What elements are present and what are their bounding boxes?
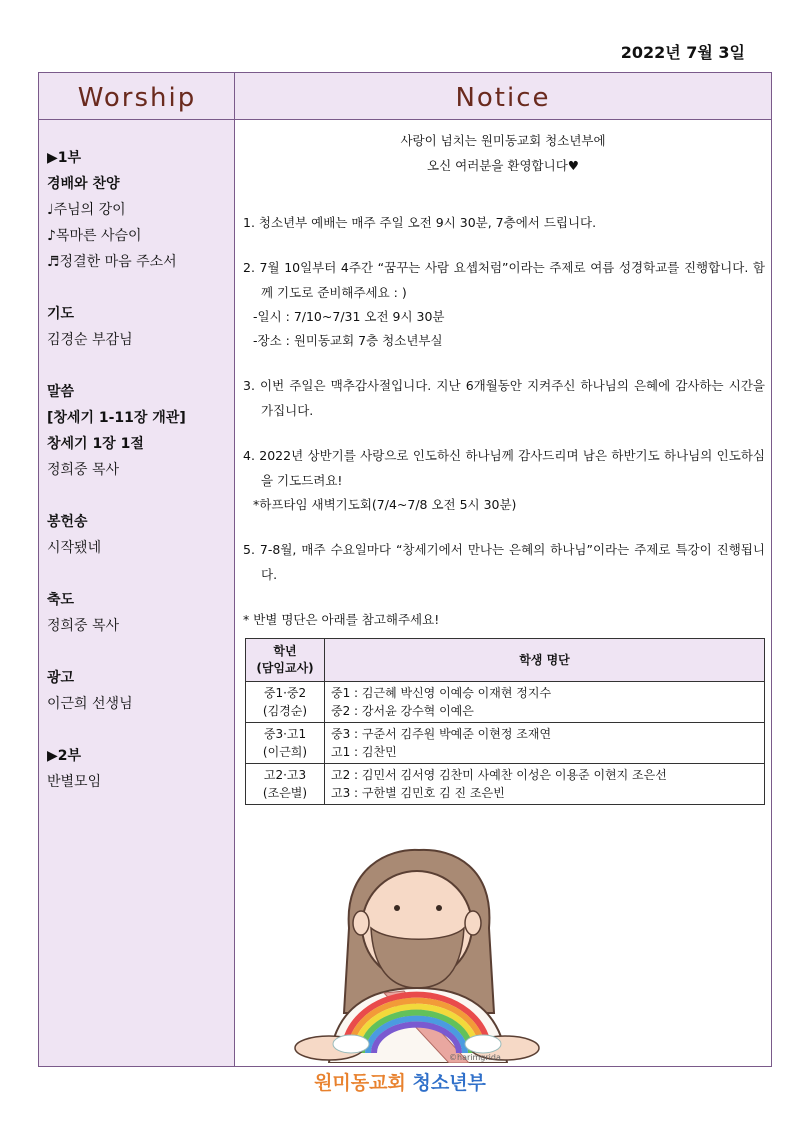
part2-item: 반별모임 [47, 774, 102, 790]
notice-item [243, 443, 765, 517]
table-row [246, 682, 765, 723]
notice-place: -장소 : 원미동교회 7층 청소년부실 [253, 333, 443, 348]
jesus-rainbow-illustration [289, 848, 544, 1063]
notice-text: 1. 청소년부 예배는 매주 주일 오전 9시 30분, 7층에서 드립니다. [243, 215, 597, 230]
prayer-title: 기도 [47, 306, 75, 322]
students-cell: 중3 : 구준서 김주원 박예준 이현정 조재연 고1 : 김찬민 [325, 723, 765, 764]
song-item: ♪목마른 사슴이 [47, 228, 142, 244]
students-cell: 고2 : 김민서 김서영 김찬미 사예찬 이성은 이용준 이현지 조은선 고3 : 구한별 김민호 김 진 조은빈 [325, 764, 765, 805]
table-row [246, 723, 765, 764]
grade-cell: 중1·중2 (김경순) [246, 682, 325, 723]
part2-label: ▶2부 [47, 748, 82, 764]
class-table [245, 638, 765, 805]
notice-item [243, 373, 765, 423]
notice-text: 4. 2022년 상반기를 사랑으로 인도하신 하나님께 감사드리며 남은 하반기도 하나님의 인도하심을 기도드려요! [243, 448, 765, 488]
students-cell: 중1 : 김근혜 박신영 이예승 이재현 정지수 중2 : 강서윤 강수혁 이예은 [325, 682, 765, 723]
notice-item [243, 210, 765, 235]
department-name: 청소년부 [412, 1072, 486, 1094]
ads-title: 광고 [47, 670, 75, 686]
table-row [246, 764, 765, 805]
song-item: ♬정결한 마음 주소서 [47, 254, 177, 270]
notice-text: 3. 이번 주일은 맥추감사절입니다. 지난 6개월동안 지켜주신 하나님의 은혜에 감사하는 시간을 가집니다. [243, 378, 765, 418]
grade-cell: 고2·고3 (조은별) [246, 764, 325, 805]
worship-header: Worship [39, 73, 235, 120]
offering-title: 봉헌송 [47, 514, 88, 530]
bulletin-date: 2022년 7월 3일 [620, 43, 745, 62]
illustration-watermark: ©harimgrida [449, 1053, 501, 1062]
blessing-title: 축도 [47, 592, 75, 608]
notice-item [243, 255, 765, 353]
welcome-line: 사랑이 넘치는 원미동교회 청소년부에 [400, 133, 606, 148]
part1-label: ▶1부 [47, 150, 82, 166]
notice-list [243, 210, 765, 805]
welcome-line: 오신 여러분을 환영합니다♥ [427, 158, 579, 173]
notice-item [243, 537, 765, 587]
offering-song: 시작됐네 [47, 540, 102, 556]
sermon-person: 정희중 목사 [47, 462, 120, 478]
worship-order [47, 145, 233, 795]
notice-header: Notice [235, 73, 771, 120]
prayer-person: 김경순 부감님 [47, 332, 133, 348]
students-header: 학생 명단 [325, 639, 765, 682]
sermon-title: 말씀 [47, 384, 75, 400]
grade-cell: 중3·고1 (이근희) [246, 723, 325, 764]
sermon-series: [창세기 1-11장 개관] [47, 410, 186, 426]
church-name: 원미동교회 [314, 1072, 406, 1094]
notice-column [235, 120, 771, 800]
footer-logo [0, 1068, 800, 1095]
ads-person: 이근희 선생님 [47, 696, 133, 712]
notice-date: -일시 : 7/10~7/31 오전 9시 30분 [253, 309, 445, 324]
bulletin-frame [38, 72, 772, 1067]
notice-sub: *하프타임 새벽기도회(7/4~7/8 오전 5시 30분) [253, 497, 517, 512]
welcome-message [235, 128, 771, 178]
sermon-passage: 창세기 1장 1절 [47, 436, 144, 452]
blessing-person: 정희중 목사 [47, 618, 120, 634]
class-list-reference: * 반별 명단은 아래를 참고해주세요! [243, 612, 440, 627]
notice-text: 5. 7-8월, 매주 수요일마다 “창세기에서 만나는 은혜의 하나님”이라는 주제로 특강이 진행됩니다. [243, 542, 765, 582]
notice-text: 2. 7월 10일부터 4주간 “꿈꾸는 사람 요셉처럼”이라는 주제로 여름 성경학교를 진행합니다. 함께 기도로 준비해주세요 : ) [243, 260, 765, 300]
table-header-row [246, 639, 765, 682]
grade-header: 학년 (담임교사) [246, 639, 325, 682]
song-item: ♩주님의 강이 [47, 202, 126, 218]
praise-title: 경배와 찬양 [47, 176, 120, 192]
